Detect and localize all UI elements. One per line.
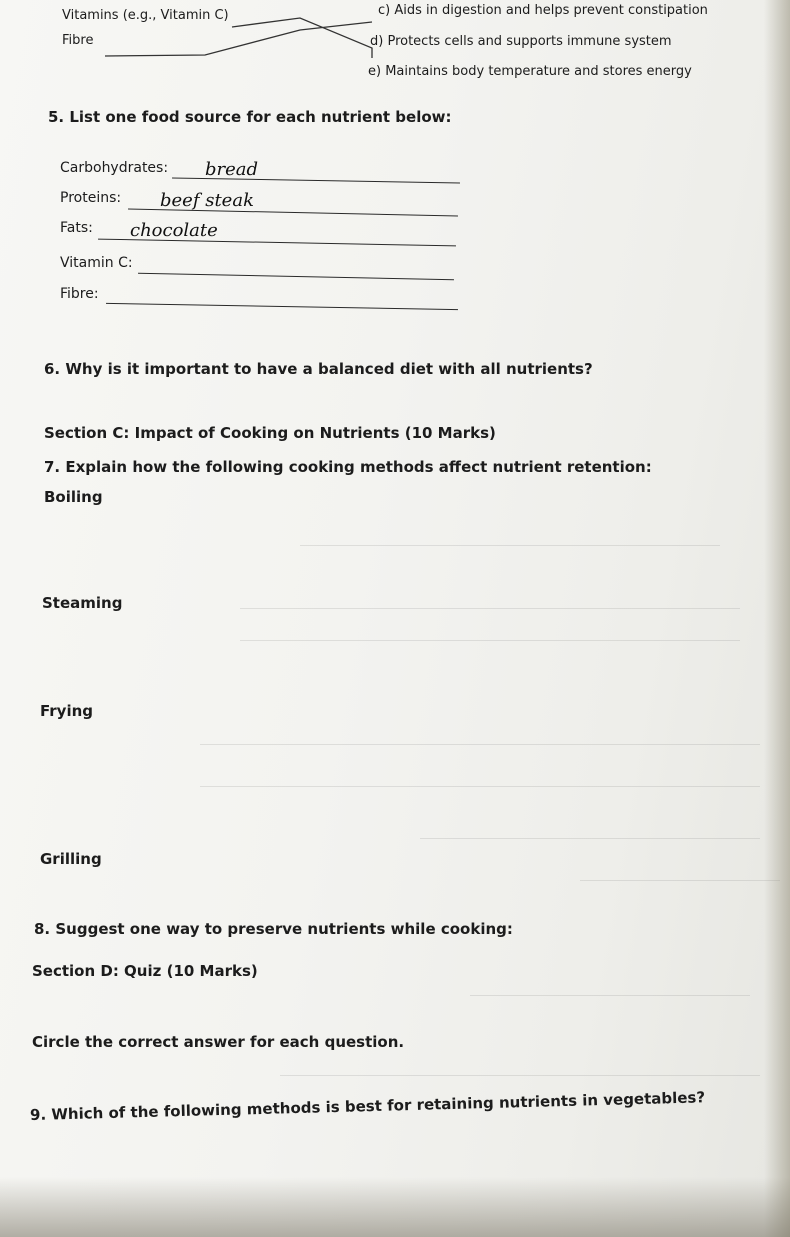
answer-line: [200, 786, 760, 787]
answer-line: [200, 744, 760, 745]
question-9: 9. Which of the following methods is best for retaining nutrients in vegetables?: [29, 1088, 706, 1124]
q5-label-proteins: Proteins:: [60, 190, 122, 206]
section-d-title: Section D: Quiz (10 Marks): [32, 962, 258, 980]
q7-method-steaming: Steaming: [42, 594, 123, 612]
q5-label-fibre: Fibre:: [60, 286, 99, 302]
answer-line: [240, 640, 740, 641]
q5-blank-fibre: [106, 303, 458, 310]
answer-line: [580, 880, 780, 881]
answer-line: [240, 608, 740, 609]
answer-line: [300, 545, 720, 546]
answer-line: [470, 995, 750, 996]
answer-line: [420, 838, 760, 839]
q5-label-carbohydrates: Carbohydrates:: [60, 160, 169, 176]
q5-label-fats: Fats:: [60, 220, 93, 236]
matching-right-c: c) Aids in digestion and helps prevent constipation: [378, 3, 708, 18]
matching-right-d: d) Protects cells and supports immune system: [370, 34, 672, 49]
q5-answer-fats: chocolate: [130, 220, 218, 241]
question-5: 5. List one food source for each nutrient below:: [48, 108, 452, 126]
quiz-instructions: Circle the correct answer for each question.: [32, 1033, 405, 1051]
q7-method-grilling: Grilling: [40, 850, 102, 868]
q7-method-boiling: Boiling: [44, 488, 103, 506]
page-shadow-bottom: [0, 1177, 790, 1237]
q5-answer-proteins: beef steak: [160, 190, 254, 211]
matching-right-e: e) Maintains body temperature and stores energy: [368, 64, 692, 79]
page-shadow-right: [764, 0, 790, 1237]
q5-blank-vitamin-c: [138, 273, 454, 281]
section-c-title: Section C: Impact of Cooking on Nutrients (10 Marks): [44, 424, 496, 442]
match-line-fibre: [105, 22, 372, 56]
question-6: 6. Why is it important to have a balanced diet with all nutrients?: [44, 360, 593, 378]
matching-left-vitamins: Vitamins (e.g., Vitamin C): [62, 8, 229, 23]
q7-method-frying: Frying: [40, 702, 94, 720]
answer-line: [280, 1075, 760, 1076]
question-7: 7. Explain how the following cooking methods affect nutrient retention:: [44, 458, 652, 476]
q5-label-vitamin-c: Vitamin C:: [60, 255, 133, 271]
question-8: 8. Suggest one way to preserve nutrients while cooking:: [34, 920, 513, 938]
matching-left-fibre: Fibre: [62, 33, 94, 48]
q5-answer-carbohydrates: bread: [205, 159, 259, 180]
